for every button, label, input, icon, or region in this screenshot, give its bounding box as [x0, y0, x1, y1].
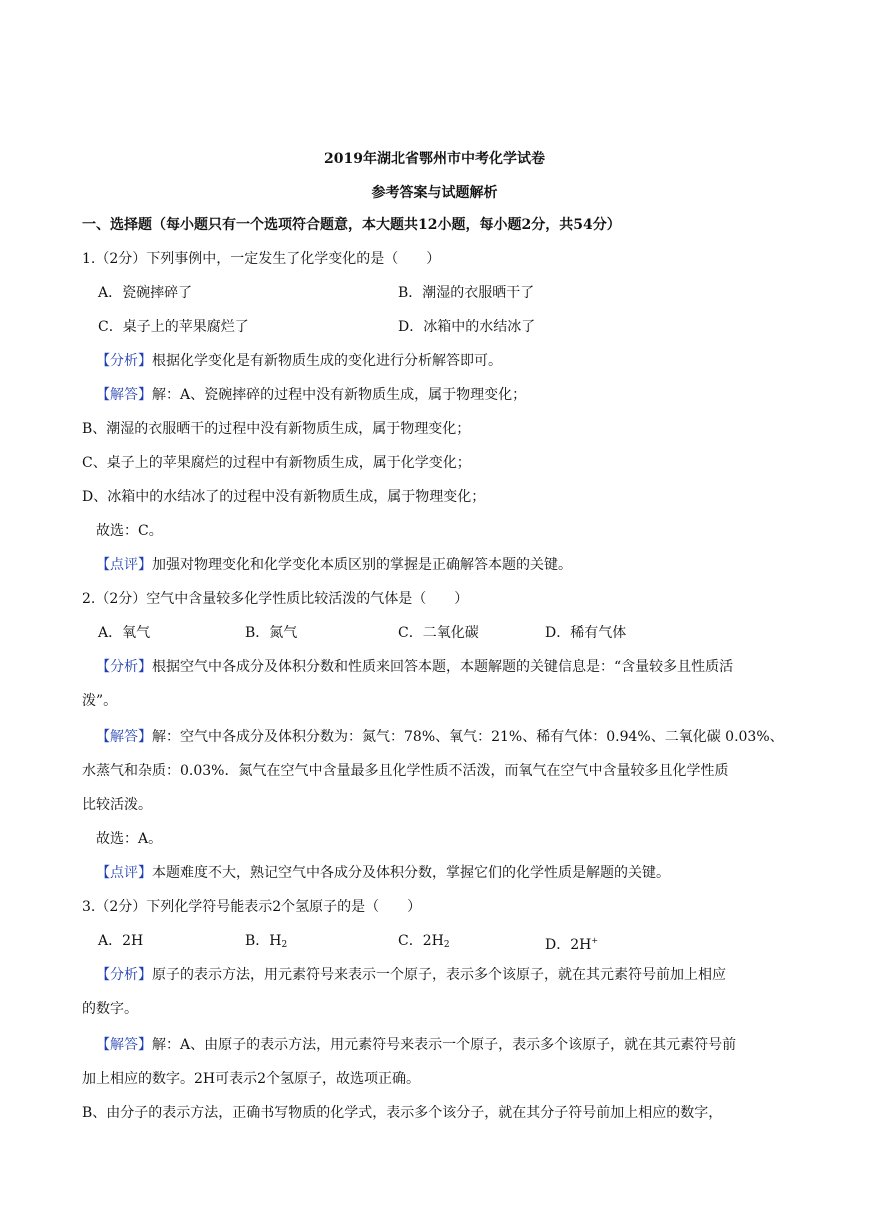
comment-label: 【点评】	[96, 865, 152, 881]
document-subtitle: 参考答案与试题解析	[371, 185, 498, 201]
q3-option-b-text: B．H	[245, 933, 282, 949]
q1-option-a: A．瓷碗摔碎了	[98, 285, 193, 301]
document-title: 2019年湖北省鄂州市中考化学试卷	[324, 151, 545, 167]
q3-option-c-text: C．2H	[398, 933, 444, 949]
q3-option-b	[245, 931, 287, 955]
answer-label: 【解答】	[96, 1037, 152, 1053]
q2-option-b: B．氮气	[245, 625, 298, 641]
q2-analysis	[96, 657, 816, 677]
q3-answer	[96, 1035, 816, 1055]
q3-analysis-line-1: 原子的表示方法，用元素符号来表示一个原子，表示多个该原子，就在其元素符号前加上相应	[152, 967, 726, 983]
q2-choice: 故选：A。	[96, 831, 163, 847]
q1-option-b: B．潮湿的衣服晒干了	[398, 285, 535, 301]
section-heading: 一、选择题（每小题只有一个选项符合题意，本大题共12小题，每小题2分，共54分）	[82, 217, 621, 233]
q1-analysis	[96, 351, 816, 371]
q1-answer	[96, 385, 816, 405]
q3-analysis	[96, 965, 816, 985]
comment-label: 【点评】	[96, 557, 152, 573]
q2-option-c: C．二氧化碳	[398, 625, 479, 641]
q2-answer	[96, 727, 816, 747]
q2-analysis-line-1: 根据空气中各成分及体积分数和性质来回答本题，本题解题的关键信息是：“含量较多且性质活	[152, 659, 734, 675]
q3-option-d	[545, 931, 598, 955]
q1-analysis-text: 根据化学变化是有新物质生成的变化进行分析解答即可。	[152, 353, 502, 369]
q1-option-d: D．冰箱中的水结冰了	[398, 319, 536, 335]
q3-analysis-line-2: 的数字。	[82, 1001, 138, 1017]
q2-answer-line-2: 水蒸气和杂质：0.03%．氮气在空气中含量最多且化学性质不活泼，而氧气在空气中含量较多且化学性质	[82, 763, 729, 779]
q2-stem: 2.（2分）空气中含量较多化学性质比较活泼的气体是（ ）	[82, 591, 469, 607]
answer-label: 【解答】	[96, 729, 152, 745]
q2-answer-line-1: 解：空气中各成分及体积分数为：氮气：78%、氧气：21%、稀有气体：0.94%、二氧化碳 0.03%、	[152, 729, 784, 745]
q3-answer-line-1: 解：A、由原子的表示方法，用元素符号来表示一个原子，表示多个该原子，就在其元素符号前	[152, 1037, 737, 1053]
q1-option-c: C．桌子上的苹果腐烂了	[98, 319, 249, 335]
q2-analysis-line-2: 泼”。	[82, 693, 118, 709]
q1-answer-line-1: 解：A、瓷碗摔碎的过程中没有新物质生成，属于物理变化；	[152, 387, 527, 403]
q1-comment-text: 加强对物理变化和化学变化本质区别的掌握是正确解答本题的关键。	[152, 557, 572, 573]
q2-answer-line-3: 比较活泼。	[82, 797, 152, 813]
q3-option-c-subscript: 2	[443, 940, 450, 950]
answer-label: 【解答】	[96, 387, 152, 403]
analysis-label: 【分析】	[96, 353, 152, 369]
q1-answer-line-3: C、桌子上的苹果腐烂的过程中有新物质生成，属于化学变化；	[82, 455, 471, 471]
q1-comment	[96, 555, 816, 575]
q2-comment-text: 本题难度不大，熟记空气中各成分及体积分数，掌握它们的化学性质是解题的关键。	[152, 865, 670, 881]
q2-option-d: D．稀有气体	[545, 625, 627, 641]
q1-answer-line-2: B、潮湿的衣服晒干的过程中没有新物质生成，属于物理变化；	[82, 421, 471, 437]
q2-comment	[96, 863, 816, 883]
q3-option-a: A．2H	[98, 933, 144, 949]
q3-stem: 3.（2分）下列化学符号能表示2个氢原子的是（ ）	[82, 899, 422, 915]
q1-choice: 故选：C。	[96, 523, 163, 539]
q3-option-d-superscript: +	[591, 936, 599, 945]
q3-answer-line-2: 加上相应的数字。2H可表示2个氢原子，故选项正确。	[82, 1071, 421, 1087]
q3-option-c	[398, 931, 450, 955]
analysis-label: 【分析】	[96, 967, 152, 983]
analysis-label: 【分析】	[96, 659, 152, 675]
q1-stem: 1.（2分）下列事例中，一定发生了化学变化的是（ ）	[82, 251, 441, 267]
q3-option-d-text: D．2H	[545, 937, 592, 953]
q3-option-b-subscript: 2	[281, 940, 288, 950]
q3-answer-line-3: B、由分子的表示方法，正确书写物质的化学式，表示多个该分子，就在其分子符号前加上相应的数字，	[82, 1105, 723, 1121]
q2-option-a: A．氧气	[98, 625, 151, 641]
q1-answer-line-4: D、冰箱中的水结冰了的过程中没有新物质生成，属于物理变化；	[82, 489, 486, 505]
